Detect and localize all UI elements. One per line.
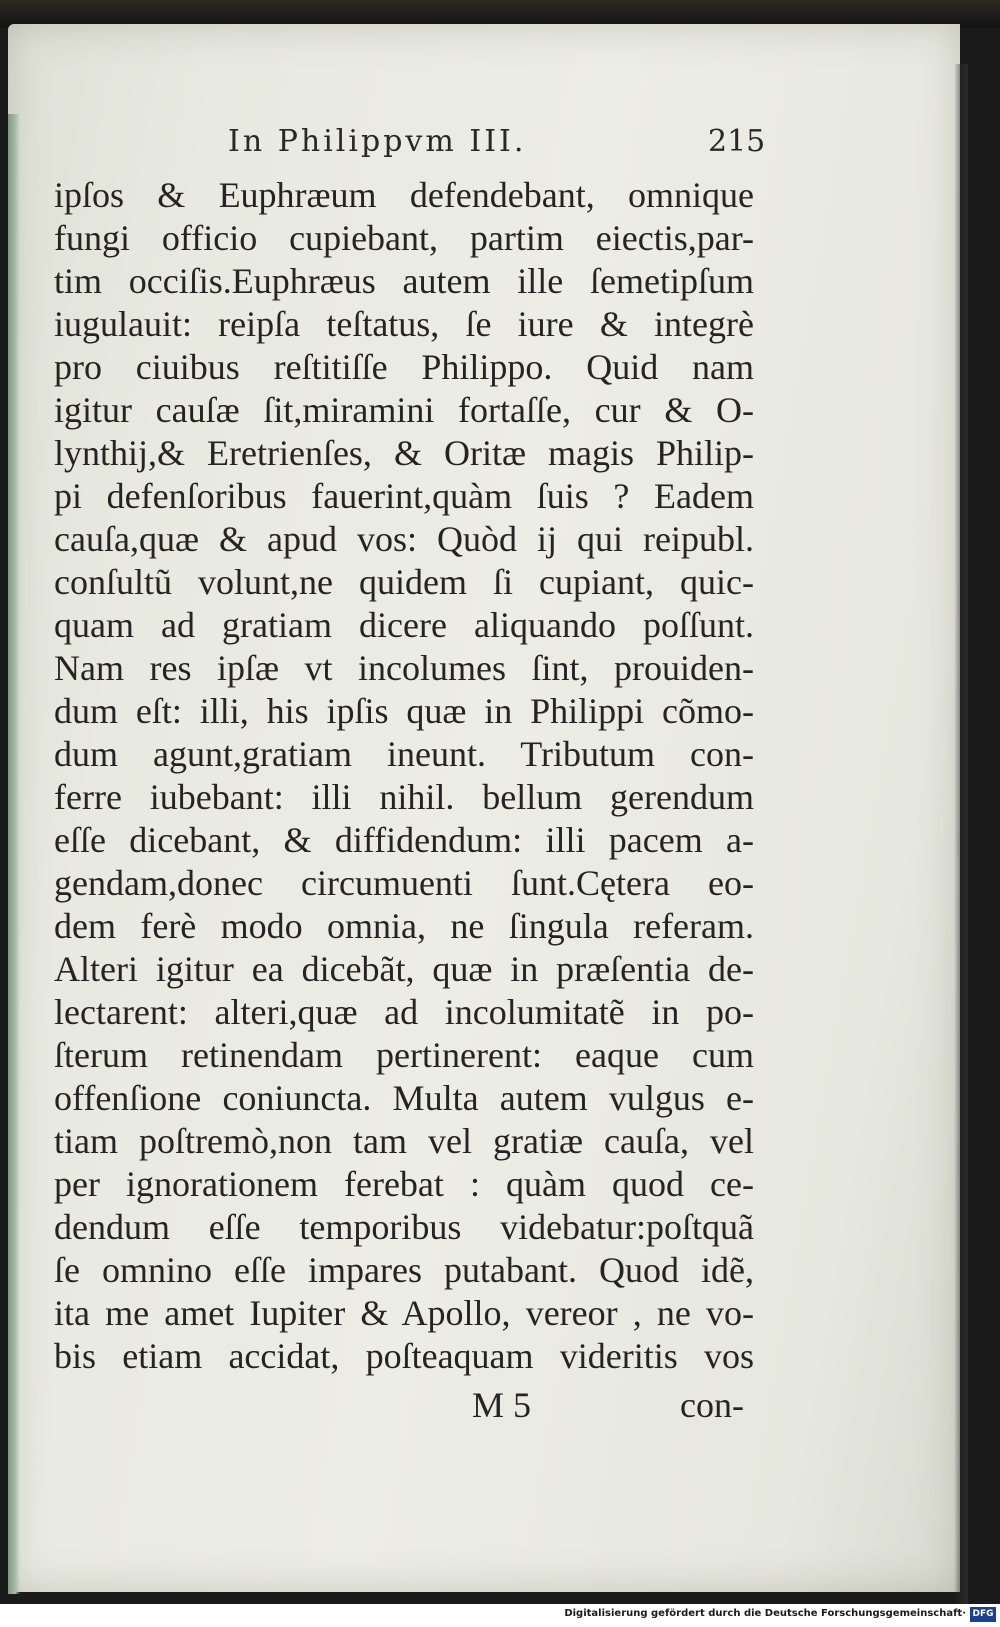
catchword: con- xyxy=(680,1385,744,1425)
text-line: conſultũ volunt,ne quidem ſi cupiant, quic- xyxy=(54,562,754,602)
text-line: ita me amet Iupiter & Apollo, vereor , ne vo- xyxy=(54,1293,754,1333)
dfg-logo: DFG xyxy=(970,1607,996,1622)
funding-credit: Digitalisierung gefördert durch die Deutsche Forschungsgemeinschaft· xyxy=(564,1608,966,1619)
text-line: per ignorationem ferebat : quàm quod ce- xyxy=(54,1164,754,1204)
page-left-edge-stain xyxy=(8,114,20,1594)
text-line: ſterum retinendam pertinerent: eaque cum xyxy=(54,1035,754,1075)
text-line: dum agunt,gratiam ineunt. Tributum con- xyxy=(54,734,754,774)
text-line: offenſione coniuncta. Multa autem vulgus e- xyxy=(54,1078,754,1118)
page-number: 215 xyxy=(708,124,766,159)
text-line: gendam,donec circumuenti ſunt.Cętera eo- xyxy=(54,863,754,903)
book-page xyxy=(8,24,960,1592)
running-head: In Philippvm III. xyxy=(228,124,527,159)
text-line: eſſe dicebant, & diffidendum: illi pacem a- xyxy=(54,820,754,860)
text-line: bis etiam accidat, poſteaquam videritis vos xyxy=(54,1336,754,1376)
text-line: tim occiſis.Euphræus autem ille ſemetipſum xyxy=(54,261,754,301)
text-line: ferre iubebant: illi nihil. bellum gerendum xyxy=(54,777,754,817)
text-line: dum eſt: illi, his ipſis quæ in Philippi cõmo- xyxy=(54,691,754,731)
text-line: cauſa,quæ & apud vos: Quòd ij qui reipubl. xyxy=(54,519,754,559)
text-line: lynthij,& Eretrienſes, & Oritæ magis Philip- xyxy=(54,433,754,473)
text-line: fungi officio cupiebant, partim eiectis,par- xyxy=(54,218,754,258)
body-text xyxy=(54,174,754,1378)
text-line: quam ad gratiam dicere aliquando poſſunt. xyxy=(54,605,754,645)
text-line: lectarent: alteri,quæ ad incolumitatẽ in po- xyxy=(54,992,754,1032)
text-line: tiam poſtremò,non tam vel gratiæ cauſa, vel xyxy=(54,1121,754,1161)
text-line: Nam res ipſæ vt incolumes ſint, prouiden- xyxy=(54,648,754,688)
page-right-edge-shadow xyxy=(954,64,968,1604)
text-line: Alteri igitur ea dicebãt, quæ in præſentia de- xyxy=(54,949,754,989)
text-line: ſe omnino eſſe impares putabant. Quod idẽ, xyxy=(54,1250,754,1290)
text-line: pi defenſoribus fauerint,quàm ſuis ? Eadem xyxy=(54,476,754,516)
signature-mark: M 5 xyxy=(472,1385,532,1425)
text-line: igitur cauſæ ſit,miramini fortaſſe, cur & O- xyxy=(54,390,754,430)
text-line: dem ferè modo omnia, ne ſingula referam. xyxy=(54,906,754,946)
text-line: iugulauit: reipſa teſtatus, ſe iure & integrè xyxy=(54,304,754,344)
text-line: dendum eſſe temporibus videbatur:poſtquã xyxy=(54,1207,754,1247)
page-footer xyxy=(54,1384,744,1428)
credit-bar xyxy=(0,1604,1000,1627)
text-line: ipſos & Euphræum defendebant, omnique xyxy=(54,175,754,215)
text-line: pro ciuibus reſtitiſſe Philippo. Quid nam xyxy=(54,347,754,387)
